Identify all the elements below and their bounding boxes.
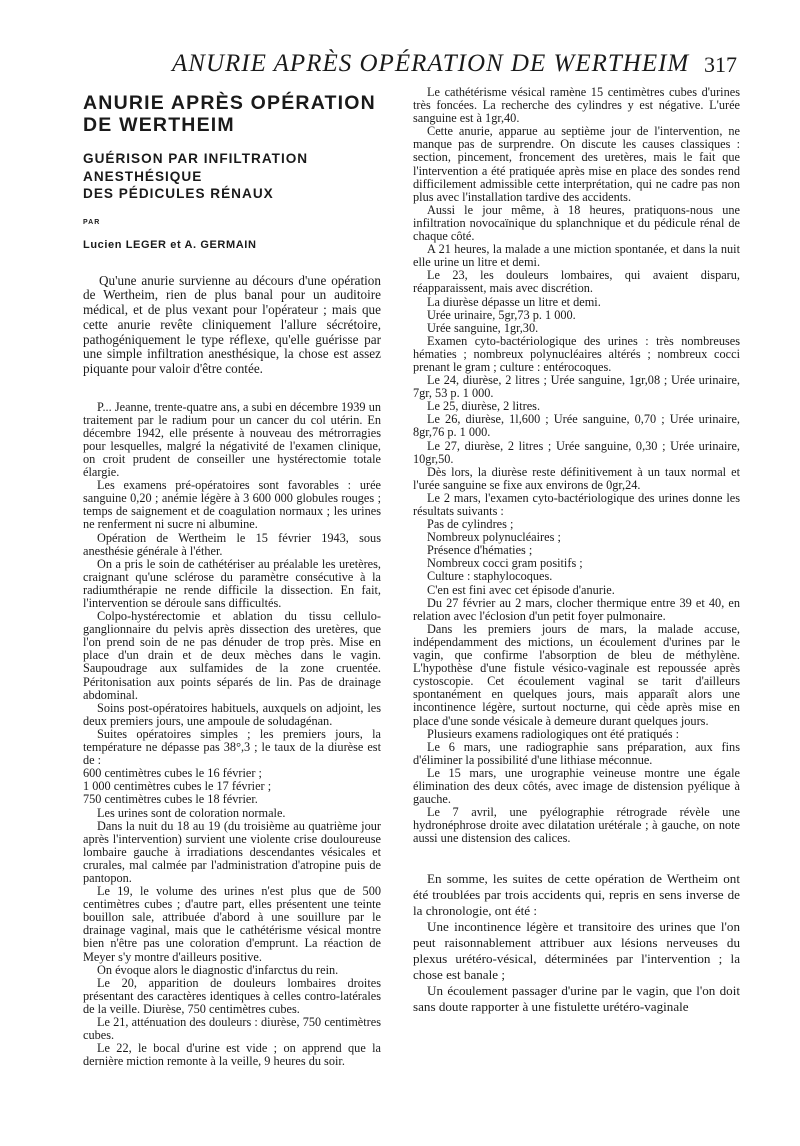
right-paragraph: Examen cyto-bactériologique des urines : très nombreuses hématies ; nombreux polynucléaires altérés ; nombreux cocci prenant le gram ; culture : entérocoques. [413,333,740,374]
right-paragraph: A 21 heures, la malade a une miction spontanée, et dans la nuit elle urine un litre et demi. [413,242,740,270]
right-paragraph: Dans les premiers jours de mars, la malade accuse, indépendamment des mictions, un écoulement d'urines par le vagin, que confirme l'absorption de bleu de méthylène. L'hypothèse d'une fistule vésico-vaginale est repoussée après cystoscopie. Cet écoulement vaginal se tarit d'ailleurs spontanément en quelques jours, mais apparaît alors une incontinence légère, surtout nocturne, qui cède après mise en place d'une sonde vésicale à demeure durant quelques jours. [413,621,740,728]
left-paragraph: Le 19, le volume des urines n'est plus que de 500 centimètres cubes ; d'autre part, elles présentent une teinte bouillon sale, attribuée d'abord à une souillure par le drainage vaginal, mais que le cathétérisme vésical montre bien n'être pas une coloration d'emprunt. La réaction de Meyer s'y montre d'ailleurs positive. [83,884,381,964]
authors: Lucien LEGER et A. GERMAIN [83,238,257,251]
left-paragraph: Dans la nuit du 18 au 19 (du troisième au quatrième jour après l'intervention) survient une violente crise douloureuse lombaire gauche à irradiations descendantes vésicales et crurales, mal calmée par l'administration d'atropine puis de pantopon. [83,818,381,885]
right-paragraph: Dès lors, la diurèse reste définitivement à un taux normal et l'urée sanguine se fixe aux environs de 0gr,24. [413,464,740,492]
left-paragraph: Les urines sont de coloration normale. [97,805,286,820]
right-paragraph: Culture : staphylocoques. [427,569,553,584]
left-paragraph: Les examens pré-opératoires sont favorables : urée sanguine 0,20 ; anémie légère à 3 600 000 globules rouges ; temps de saignement et de coagulation normaux ; les urines ne renferment ni sucre ni albumine. [83,478,381,532]
left-paragraph: Opération de Wertheim le 15 février 1943, sous anesthésie générale à l'éther. [83,530,381,558]
left-paragraph: Soins post-opératoires habituels, auxquels on adjoint, les deux premiers jours, une ampoule de soludagénan. [83,700,381,728]
right-body [413,86,740,845]
right-bottom-paragraph: En somme, les suites de cette opération de Wertheim ont été troublées par trois accidents qui, repris en sens inverse de la chronologie, ont été : [413,871,740,919]
right-paragraph: Aussi le jour même, à 18 heures, pratiquons-nous une infiltration novocaïnique du splanchnique et du pédicule rénal de chaque côté. [413,202,740,244]
right-paragraph: C'en est fini avec cet épisode d'anurie. [427,582,615,597]
left-paragraph: 750 centimètres cubes le 18 février. [83,792,258,807]
left-paragraph: Le 21, atténuation des douleurs : diurèse, 750 centimètres cubes. [83,1015,381,1043]
right-bottom-paragraph: Un écoulement passager d'urine par le vagin, que l'on doit sans doute rapporter à une fistulette urétéro-vaginale [413,983,740,1015]
right-paragraph: Présence d'hématies ; [427,543,533,558]
article-title-line2: DE WERTHEIM [83,114,235,136]
running-header [0,50,800,84]
right-paragraph: Le 24, diurèse, 2 litres ; Urée sanguine, 1gr,08 ; Urée urinaire, 7gr, 53 p. 1 000. [413,373,740,401]
right-paragraph: Le 2 mars, l'examen cyto-bactériologique des urines donne les résultats suivants : [413,490,740,518]
left-paragraph: On évoque alors le diagnostic d'infarctus du rein. [97,962,339,977]
left-paragraph: Suites opératoires simples ; les premiers jours, la température ne dépasse pas 38°,3 ; le taux de la diurèse est de : [83,726,381,768]
right-paragraph: La diurèse dépasse un litre et demi. [427,294,601,309]
right-paragraph: Plusieurs examens radiologiques ont été pratiqués : [427,726,680,741]
right-paragraph: Le 15 mars, une urographie veineuse montre une égale élimination des deux côtés, avec image de distension pyélique à gauche. [413,765,740,807]
right-paragraph: Nombreux cocci gram positifs ; [427,556,583,571]
right-paragraph: Le 27, diurèse, 2 litres ; Urée sanguine, 0,30 ; Urée urinaire, 10gr,50. [413,438,740,466]
right-paragraph: Nombreux polynucléaires ; [427,530,561,545]
left-paragraph: 600 centimètres cubes le 16 février ; [83,766,262,781]
left-paragraph: Colpo-hystérectomie et ablation du tissu cellulo-ganglionnaire du pelvis après dissection des uretères, que l'on prend soin de ne pas dénuder de trop près. Mise en place d'un drain et de deux mèches dans le vagin. Saupoudrage aux sulfamides de la zone cruentée. Péritonisation aux points séparés de lin. Pas de drainage abdominal. [83,609,381,702]
right-paragraph: Du 27 février au 2 mars, clocher thermique entre 39 et 40, en relation avec l'éclosion d'un petit foyer pulmonaire. [413,595,740,623]
left-paragraph: Le 22, le bocal d'urine est vide ; on apprend que la dernière miction remonte à la veille, 9 heures du soir. [83,1041,381,1069]
right-bottom-paragraph: Une incontinence légère et transitoire des urines que l'on peut raisonnablement attribuer aux lésions nerveuses du plexus urétéro-vésical, déterminées par l'intervention ; la chose est banale ; [413,919,740,983]
running-title: ANURIE APRÈS OPÉRATION DE WERTHEIM [172,50,690,77]
article-subtitle-line2: ANESTHÉSIQUE [83,168,203,184]
left-paragraph: P... Jeanne, trente-quatre ans, a subi en décembre 1939 un traitement par le radium pour un cancer du col utérin. En décembre 1942, elle présente à nouveau des métrorragies pour lesquelles, malgré la négativité de l'examen clinique, on croit prudent de conseiller une hystérectomie totale élargie. [83,399,381,480]
right-paragraph: Le 6 mars, une radiographie sans préparation, aux fins d'éliminer la possibilité d'une lithiase méconnue. [413,739,740,767]
left-column [83,86,381,1068]
article-subtitle-line1: GUÉRISON PAR INFILTRATION [83,151,309,166]
left-paragraph: 1 000 centimètres cubes le 17 février ; [83,779,272,794]
by-word: PAR [83,218,101,226]
article-subtitle-line3: DES PÉDICULES RÉNAUX [83,186,274,201]
right-paragraph: Le cathétérisme vésical ramène 15 centimètres cubes d'urines très foncées. La recherche des cylindres y est négative. L'urée sanguine est à 1gr,40. [413,85,740,126]
article-title-line1: ANURIE APRÈS OPÉRATION [83,92,376,114]
left-paragraph: Le 20, apparition de douleurs lombaires droites présentant des caractères identiques à celles contro-latérales de la veille. Diurèse, 750 centimètres cubes. [83,975,381,1016]
right-paragraph: Le 7 avril, une pyélographie rétrograde révèle une hydronéphrose droite avec dilatation urétérale ; à gauche, on note aussi une distension des calices. [413,805,740,846]
right-paragraph: Le 26, diurèse, 1l,600 ; Urée sanguine, 0,70 ; Urée urinaire, 8gr,76 p. 1 000. [413,412,740,440]
right-paragraph: Urée sanguine, 1gr,30. [427,320,539,335]
page-number: 317 [704,52,737,77]
right-bottom-body [413,871,740,1015]
left-body [83,401,381,1069]
left-paragraph: On a pris le soin de cathétériser au préalable les uretères, craignant qu'une sclérose du paramètre consécutive à la radiumthérapie ne rende difficile la dissection. En fait, l'intervention se déroule sans difficultés. [83,556,381,611]
right-paragraph: Cette anurie, apparue au septième jour de l'intervention, ne manque pas de surprendre. On discute les causes classiques : section, pincement, froncement des uretères, mais le fait que l'intervention a été pratiquée après mise en place des sondes rend difficilement admissible cette interprétation, qui ne cadre pas non plus avec l'installation tardive des accidents. [413,124,740,204]
right-paragraph: Pas de cylindres ; [427,517,514,532]
right-paragraph: Urée urinaire, 5gr,73 p. 1 000. [427,307,576,322]
right-column [413,86,740,1015]
right-paragraph: Le 25, diurèse, 2 litres. [427,399,541,414]
right-paragraph: Le 23, les douleurs lombaires, qui avaient disparu, réapparaissent, mais avec discrétion. [413,268,740,296]
abstract: Qu'une anurie survienne au décours d'une opération de Wertheim, rien de plus banal pour un auditoire médical, et de plus vexant pour l'opérateur ; mais que cette anurie revête cliniquement l'allure sécrétoire, pathogéniquement le type réflexe, qu'elle guérisse par une simple infiltration anesthésique, la chose est assez piquante pour valoir d'être contée. [83,272,381,376]
